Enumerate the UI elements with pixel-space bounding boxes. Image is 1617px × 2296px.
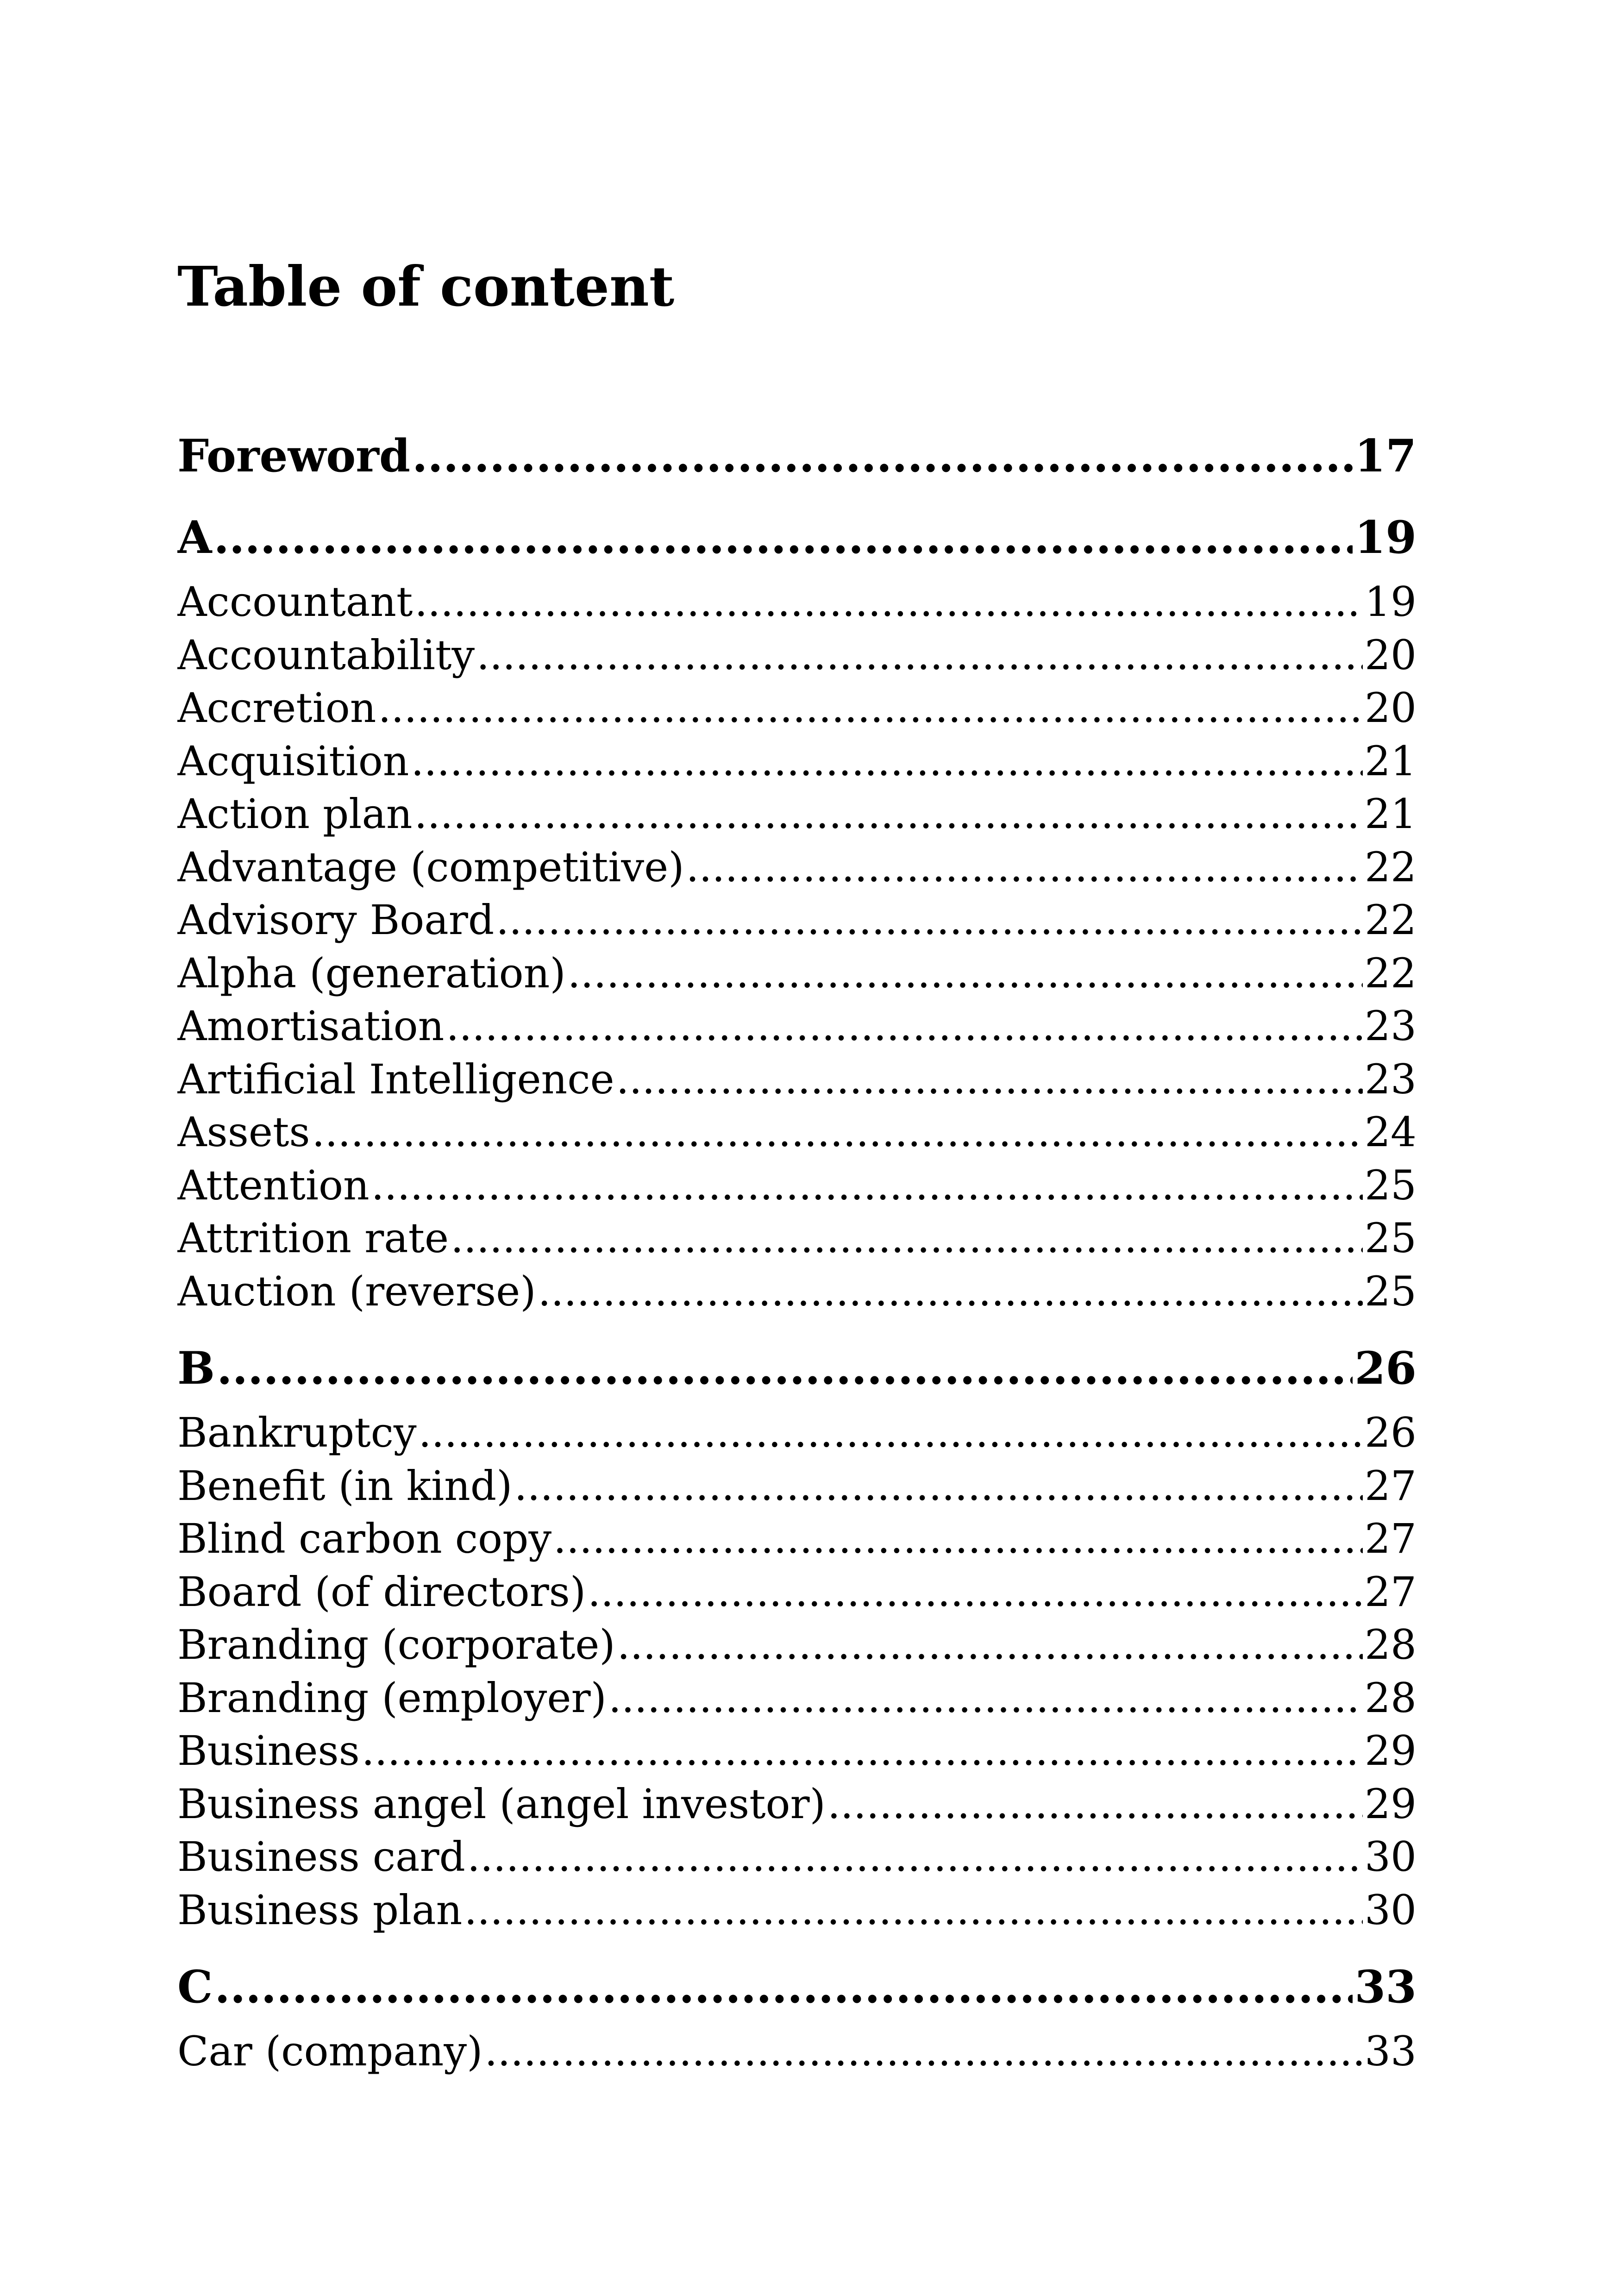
toc-entry-page: 29 <box>1365 1780 1416 1828</box>
toc-entry-page: 27 <box>1365 1462 1416 1510</box>
toc-entry[interactable] <box>177 1831 1416 1884</box>
toc-entry-page: 28 <box>1365 1621 1416 1669</box>
toc-entry[interactable] <box>177 1159 1416 1212</box>
toc-entry-page: 30 <box>1365 1833 1416 1881</box>
toc-entry[interactable] <box>177 841 1416 894</box>
toc-entry-label: Board (of directors) <box>177 1568 586 1616</box>
dot-leader <box>588 1566 1363 1619</box>
toc-entry-page: 23 <box>1365 1055 1416 1103</box>
dot-leader <box>362 1725 1363 1778</box>
toc-entry-page: 29 <box>1365 1727 1416 1775</box>
dot-leader <box>608 1672 1363 1725</box>
page-title: Table of content <box>177 254 675 319</box>
toc-entry-label: Bankruptcy <box>177 1409 417 1456</box>
toc-entry-page: 20 <box>1365 631 1416 679</box>
toc-entry-page: 25 <box>1365 1267 1416 1315</box>
dot-leader <box>419 1406 1363 1460</box>
toc-entry[interactable] <box>177 1618 1416 1672</box>
toc-section-letter: C <box>177 1961 213 2013</box>
toc-entry-label: Business plan <box>177 1886 463 1934</box>
toc-entry-label: Business <box>177 1727 360 1775</box>
toc-section-page: 19 <box>1354 511 1416 564</box>
dot-leader <box>414 788 1363 841</box>
toc-entry[interactable] <box>177 1778 1416 1831</box>
toc-entry[interactable] <box>177 1725 1416 1778</box>
toc-section-heading[interactable] <box>177 499 1416 576</box>
toc-section-page: 33 <box>1354 1961 1416 2013</box>
toc-entry[interactable] <box>177 1265 1416 1318</box>
dot-leader <box>827 1778 1363 1831</box>
toc-entry-label: Business angel (angel investor) <box>177 1780 826 1828</box>
toc-entry[interactable] <box>177 629 1416 682</box>
dot-leader <box>617 1618 1363 1672</box>
toc-entry[interactable] <box>177 1460 1416 1513</box>
toc-entry-page: 24 <box>1365 1108 1416 1156</box>
toc-entry-page: 27 <box>1365 1515 1416 1562</box>
toc-entry-label: Alpha (generation) <box>177 949 566 997</box>
toc-entry[interactable] <box>177 2025 1416 2078</box>
toc-group-a <box>177 499 1416 1318</box>
dot-leader <box>476 629 1363 682</box>
dot-leader <box>214 1949 1353 2025</box>
dot-leader <box>553 1512 1363 1566</box>
dot-leader <box>411 735 1363 788</box>
toc-entry-page: 17 <box>1354 430 1416 482</box>
toc-entry-label: Advisory Board <box>177 896 495 944</box>
dot-leader <box>496 894 1363 947</box>
toc-entry[interactable] <box>177 576 1416 629</box>
dot-leader <box>538 1265 1363 1318</box>
toc-entry-label: Foreword <box>177 430 410 482</box>
toc-entry-page: 22 <box>1365 949 1416 997</box>
toc-entry[interactable] <box>177 1212 1416 1265</box>
table-of-contents <box>177 421 1416 2090</box>
toc-entry-label: Branding (employer) <box>177 1674 607 1722</box>
toc-entry-label: Accountability <box>177 631 475 679</box>
dot-leader <box>412 421 1353 491</box>
toc-group-c <box>177 1949 1416 2078</box>
toc-entry-page: 25 <box>1365 1214 1416 1262</box>
toc-entry-label: Accretion <box>177 684 376 732</box>
dot-leader <box>378 682 1363 735</box>
dot-leader <box>371 1159 1363 1212</box>
toc-section-heading[interactable] <box>177 1949 1416 2025</box>
toc-entry[interactable] <box>177 1566 1416 1619</box>
dot-leader <box>451 1212 1363 1265</box>
toc-section-letter: B <box>177 1342 215 1394</box>
toc-entry-label: Business card <box>177 1833 465 1881</box>
toc-entry[interactable] <box>177 894 1416 947</box>
toc-entry-label: Benefit (in kind) <box>177 1462 513 1510</box>
toc-entry-page: 22 <box>1365 896 1416 944</box>
dot-leader <box>467 1831 1363 1884</box>
toc-entry-page: 26 <box>1365 1409 1416 1456</box>
toc-foreword-entry[interactable] <box>177 421 1416 491</box>
dot-leader <box>464 1884 1363 1937</box>
toc-entry[interactable] <box>177 1672 1416 1725</box>
dot-leader <box>446 1000 1363 1053</box>
dot-leader <box>213 499 1353 576</box>
dot-leader <box>414 576 1363 629</box>
toc-entry[interactable] <box>177 1884 1416 1937</box>
toc-entry[interactable] <box>177 1053 1416 1106</box>
toc-entry[interactable] <box>177 1106 1416 1159</box>
toc-entry[interactable] <box>177 1406 1416 1460</box>
toc-entry-label: Car (company) <box>177 2027 483 2075</box>
dot-leader <box>568 947 1363 1000</box>
toc-entry-page: 22 <box>1365 843 1416 891</box>
toc-entry-label: Action plan <box>177 790 413 838</box>
dot-leader <box>686 841 1363 894</box>
dot-leader <box>484 2025 1363 2078</box>
toc-entry-label: Advantage (competitive) <box>177 843 684 891</box>
toc-entry-page: 33 <box>1365 2027 1416 2075</box>
toc-entry-page: 20 <box>1365 684 1416 732</box>
toc-entry-label: Blind carbon copy <box>177 1515 552 1562</box>
toc-entry-label: Assets <box>177 1108 310 1156</box>
toc-entry[interactable] <box>177 1000 1416 1053</box>
toc-entry-page: 28 <box>1365 1674 1416 1722</box>
toc-entry-page: 25 <box>1365 1161 1416 1209</box>
dot-leader <box>514 1460 1363 1513</box>
toc-entry-page: 23 <box>1365 1002 1416 1050</box>
toc-group-b <box>177 1330 1416 1937</box>
toc-entry[interactable] <box>177 735 1416 788</box>
dot-leader <box>616 1053 1363 1106</box>
toc-entry[interactable] <box>177 947 1416 1000</box>
toc-entry[interactable] <box>177 1512 1416 1566</box>
toc-entry-label: Attention <box>177 1161 370 1209</box>
toc-entry-page: 30 <box>1365 1886 1416 1934</box>
toc-entry-label: Artificial Intelligence <box>177 1055 614 1103</box>
toc-section-page: 26 <box>1354 1342 1416 1394</box>
toc-entry-page: 21 <box>1365 737 1416 785</box>
toc-entry-label: Acquisition <box>177 737 409 785</box>
toc-entry[interactable] <box>177 682 1416 735</box>
toc-entry-label: Auction (reverse) <box>177 1267 536 1315</box>
dot-leader <box>312 1106 1363 1159</box>
toc-entry-label: Accountant <box>177 578 413 626</box>
toc-entry-label: Amortisation <box>177 1002 445 1050</box>
toc-entry-label: Attrition rate <box>177 1214 449 1262</box>
toc-section-heading[interactable] <box>177 1330 1416 1406</box>
toc-entry-label: Branding (corporate) <box>177 1621 615 1669</box>
dot-leader <box>217 1330 1353 1406</box>
toc-entry-page: 21 <box>1365 790 1416 838</box>
toc-entry-page: 27 <box>1365 1568 1416 1616</box>
toc-entry-page: 19 <box>1365 578 1416 626</box>
toc-group-foreword <box>177 421 1416 491</box>
toc-section-letter: A <box>177 511 212 564</box>
toc-entry[interactable] <box>177 788 1416 841</box>
